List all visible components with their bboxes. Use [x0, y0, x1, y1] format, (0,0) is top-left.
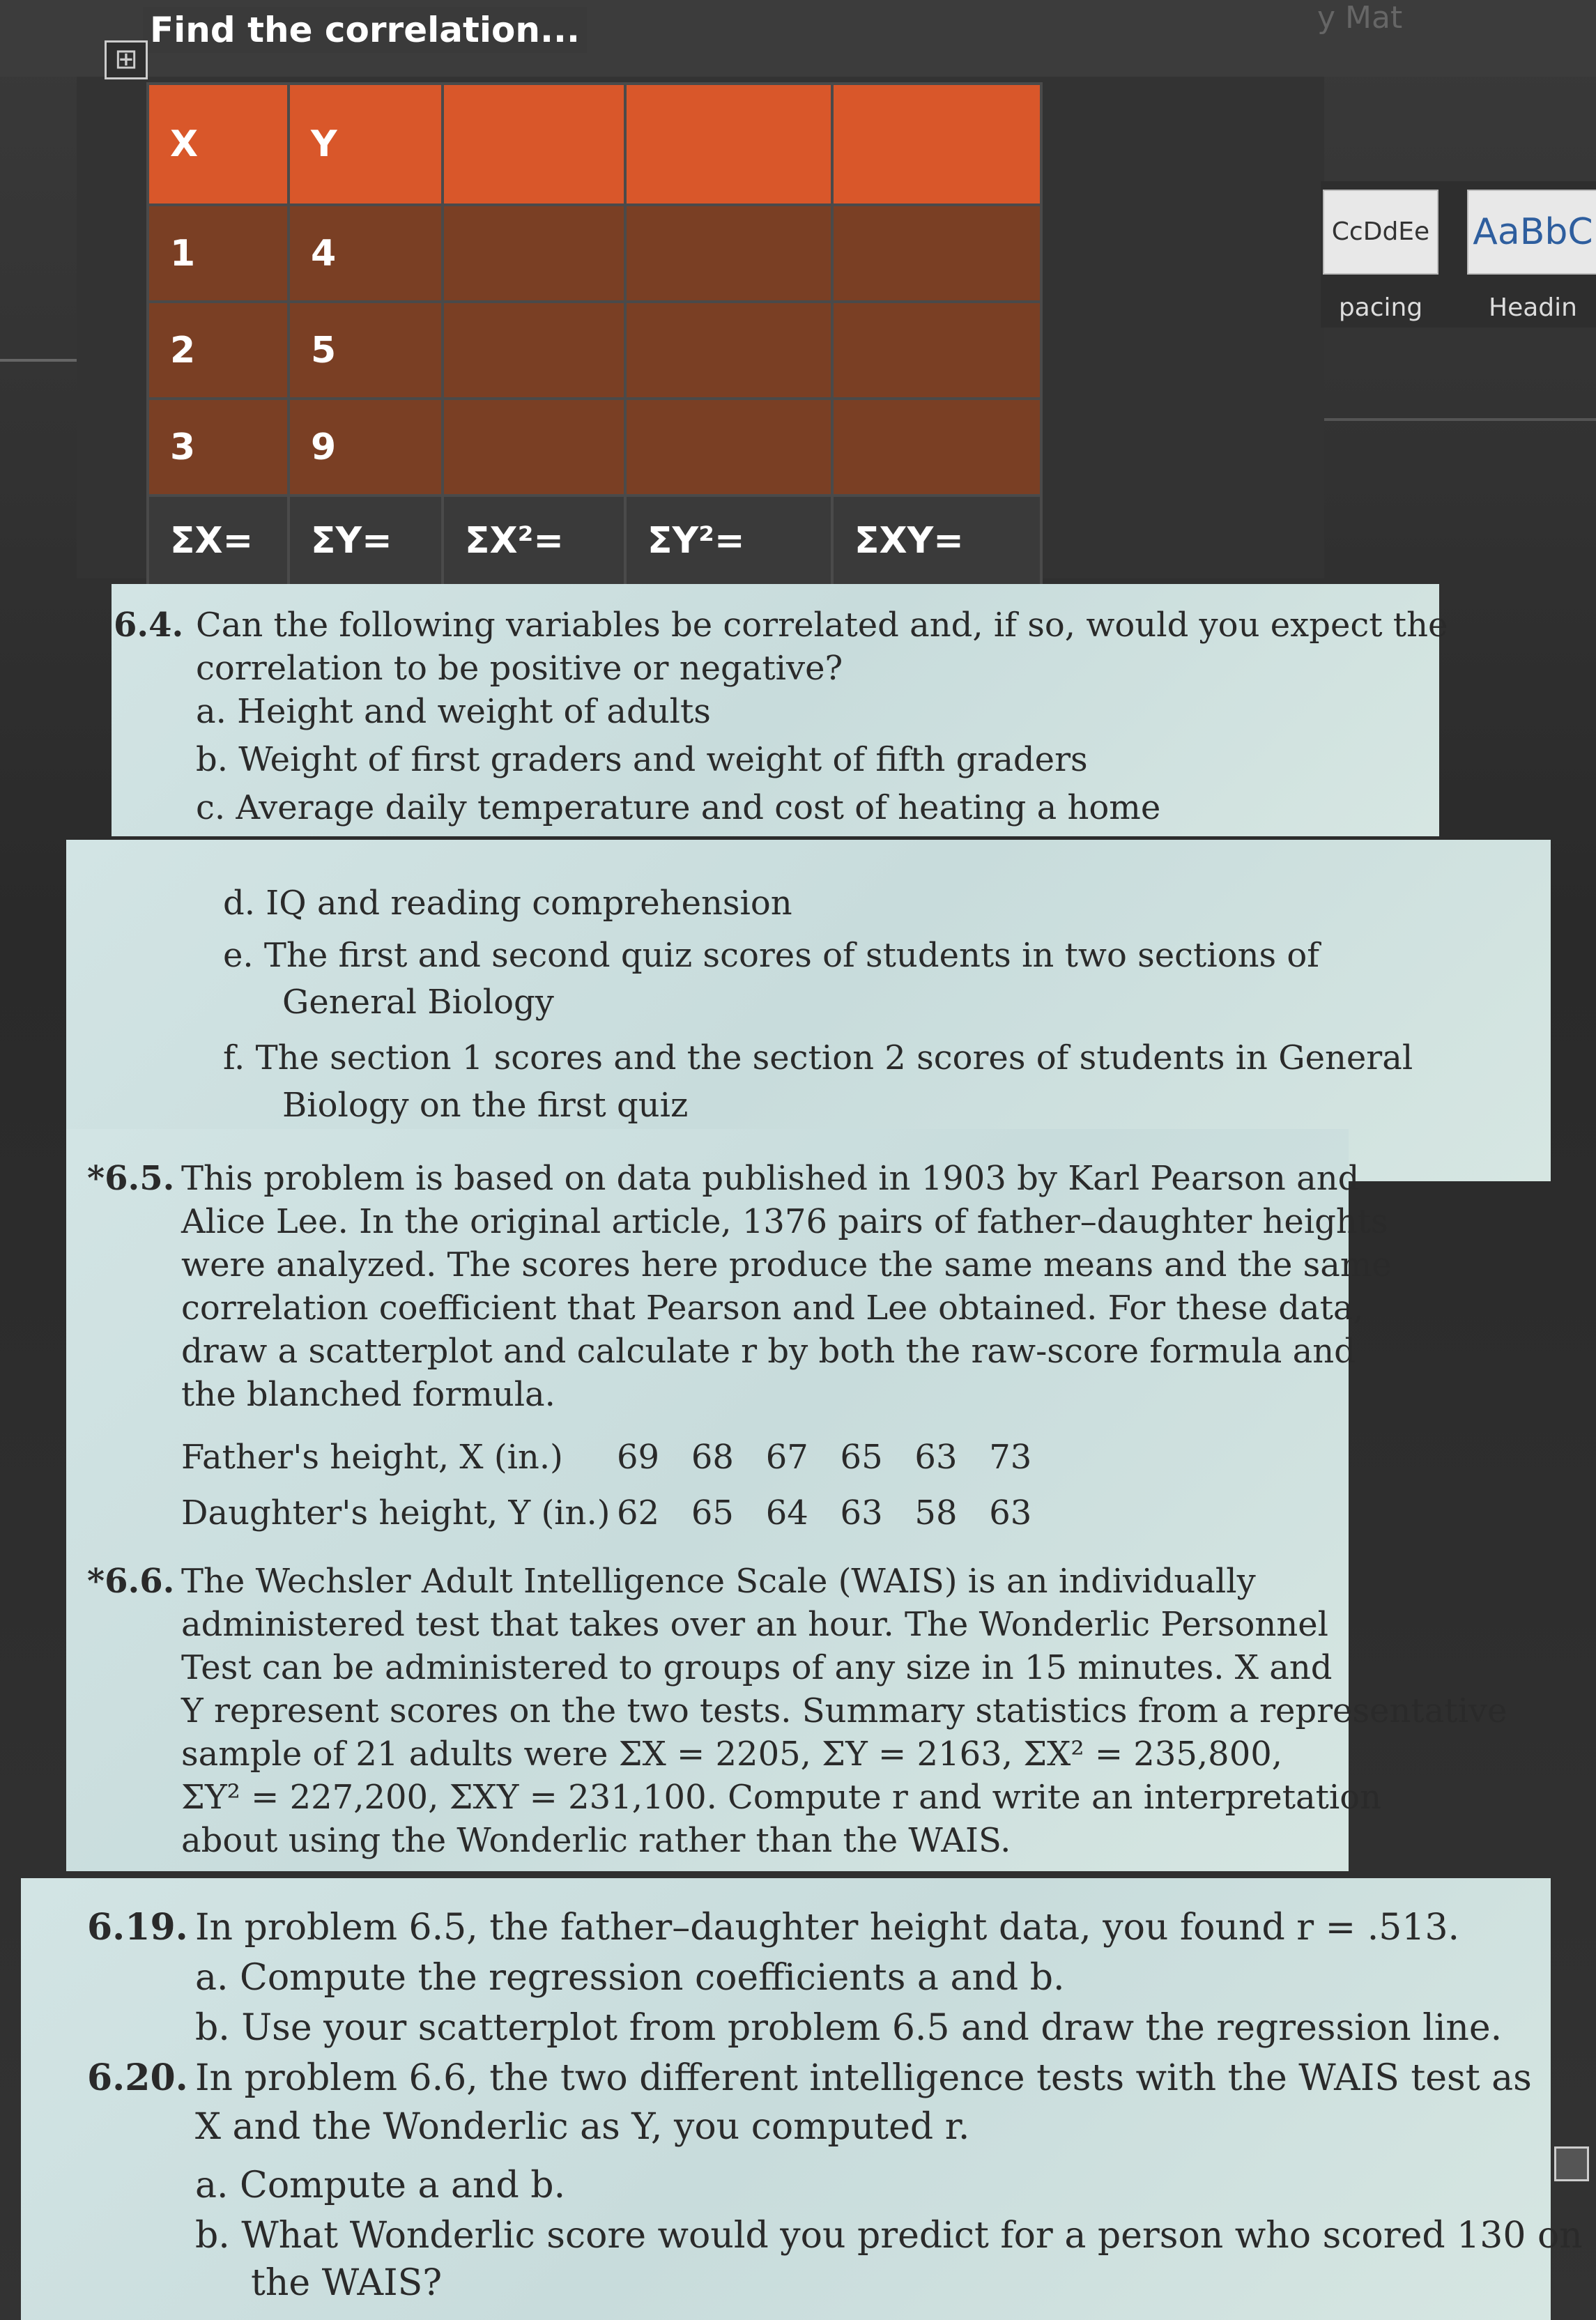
table-cell[interactable]: ΣXY=	[832, 496, 1041, 585]
page-title: Find the correlation...	[143, 7, 587, 53]
table-cell[interactable]: Y	[289, 84, 443, 205]
problem-text: In problem 6.6, the two different intelligence tests with the WAIS test as	[195, 2057, 1532, 2099]
window-edge-icon[interactable]	[1554, 2146, 1589, 2181]
problem-text: correlation to be positive or negative?	[196, 649, 843, 688]
problem-text: The Wechsler Adult Intelligence Scale (WAIS) is an individually	[181, 1562, 1256, 1601]
problems-6-5-6-6-panel	[66, 1129, 1507, 1871]
problem-item: a. Compute a and b.	[195, 2165, 566, 2206]
problem-item: a. Compute the regression coefficients a and b.	[195, 1957, 1065, 1999]
table-cell[interactable]	[832, 302, 1041, 399]
problem-number: *6.6.	[87, 1562, 175, 1601]
background-watermark: y Mat	[1317, 0, 1403, 36]
problem-text: X and the Wonderlic as Y, you computed r.	[195, 2106, 970, 2148]
table-header-row	[148, 84, 1041, 205]
table-cell[interactable]	[443, 302, 625, 399]
problem-text: Y represent scores on the two tests. Summary statistics from a representative	[181, 1691, 1507, 1730]
table-cell[interactable]	[832, 399, 1041, 496]
table-sum-row	[148, 496, 1041, 585]
problem-item: the WAIS?	[251, 2262, 443, 2304]
problem-text: ΣY² = 227,200, ΣXY = 231,100. Compute r and write an interpretation	[181, 1778, 1382, 1817]
data-table	[146, 82, 1043, 587]
problem-item: d. IQ and reading comprehension	[223, 884, 792, 923]
problem-text: about using the Wonderlic rather than the WAIS.	[181, 1821, 1011, 1860]
table-cell[interactable]: X	[148, 84, 289, 205]
divider	[1317, 418, 1596, 421]
problem-number: 6.4.	[114, 606, 184, 645]
problem-number: 6.19.	[87, 1906, 188, 1949]
table-cell[interactable]	[625, 302, 832, 399]
table-cell[interactable]: 1	[148, 205, 289, 302]
problem-text: administered test that takes over an hour. The Wonderlic Personnel	[181, 1605, 1329, 1644]
table-cell[interactable]	[443, 205, 625, 302]
table-move-handle-icon[interactable]: ⊞	[105, 40, 148, 79]
problem-item: c. Average daily temperature and cost of heating a home	[196, 788, 1161, 827]
problem-text: Can the following variables be correlated and, if so, would you expect the	[196, 606, 1448, 645]
problem-item: b. Use your scatterplot from problem 6.5 and draw the regression line.	[195, 2007, 1503, 2049]
table-cell[interactable]: 3	[148, 399, 289, 496]
problem-text: correlation coefficient that Pearson and Lee obtained. For these data,	[181, 1289, 1364, 1328]
table-cell[interactable]	[443, 84, 625, 205]
data-row-label: Daughter's height, Y (in.)	[181, 1493, 611, 1532]
problem-number: 6.20.	[87, 2057, 188, 2099]
table-row	[148, 399, 1041, 496]
problem-item: f. The section 1 scores and the section 2 scores of students in General	[223, 1038, 1413, 1077]
problem-item: b. Weight of first graders and weight of fifth graders	[196, 740, 1088, 779]
data-row-values: 69 68 67 65 63 73	[617, 1438, 1032, 1477]
table-cell[interactable]: 4	[289, 205, 443, 302]
table-cell[interactable]: ΣX=	[148, 496, 289, 585]
problem-text: draw a scatterplot and calculate r by both the raw-score formula and	[181, 1332, 1356, 1371]
table-cell[interactable]: 5	[289, 302, 443, 399]
table-cell[interactable]	[625, 84, 832, 205]
problem-text: Test can be administered to groups of any size in 15 minutes. X and	[181, 1648, 1333, 1687]
table-cell[interactable]	[625, 399, 832, 496]
table-cell[interactable]: ΣY=	[289, 496, 443, 585]
problem-item: a. Height and weight of adults	[196, 692, 711, 731]
problem-number: *6.5.	[87, 1159, 175, 1198]
table-cell[interactable]: ΣY²=	[625, 496, 832, 585]
style-gallery-item-heading[interactable]: AaBbC Headin	[1467, 190, 1596, 275]
problem-text: This problem is based on data published in 1903 by Karl Pearson and	[181, 1159, 1360, 1198]
data-row-values: 62 65 64 63 58 63	[617, 1493, 1032, 1532]
problem-text: sample of 21 adults were ΣX = 2205, ΣY = 2163, ΣX² = 235,800,	[181, 1735, 1283, 1774]
table-row	[148, 302, 1041, 399]
problem-text: were analyzed. The scores here produce the same means and the same	[181, 1245, 1392, 1284]
table-cell[interactable]	[832, 205, 1041, 302]
table-cell[interactable]: ΣX²=	[443, 496, 625, 585]
style-gallery-item-spacing[interactable]: CcDdEe pacing	[1323, 190, 1438, 275]
problem-item: b. What Wonderlic score would you predict for a person who scored 130 on	[195, 2215, 1583, 2257]
problems-6-19-6-20-panel	[21, 1878, 1583, 2320]
data-row-label: Father's height, X (in.)	[181, 1438, 563, 1477]
problem-item: General Biology	[282, 983, 554, 1022]
table-cell[interactable]: 2	[148, 302, 289, 399]
problem-text: Alice Lee. In the original article, 1376 pairs of father–daughter heights	[181, 1202, 1388, 1241]
table-cell[interactable]	[625, 205, 832, 302]
table-cell[interactable]	[832, 84, 1041, 205]
problem-text: In problem 6.5, the father–daughter height data, you found r = .513.	[195, 1907, 1460, 1949]
problem-item: Biology on the first quiz	[282, 1086, 689, 1125]
table-cell[interactable]	[443, 399, 625, 496]
table-row	[148, 205, 1041, 302]
problem-item: e. The first and second quiz scores of students in two sections of	[223, 936, 1320, 975]
table-cell[interactable]: 9	[289, 399, 443, 496]
problem-text: the blanched formula.	[181, 1375, 555, 1414]
problem-6-4-panel	[112, 584, 1448, 836]
